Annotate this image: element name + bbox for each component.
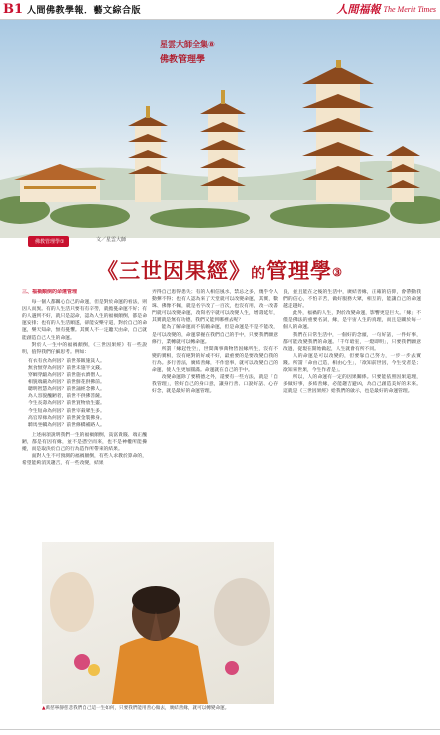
page-header	[0, 0, 440, 20]
verse-line: 為人容貌醜陋者，前世不供佛菩薩。	[28, 394, 105, 400]
paragraph: 面對人生不可預測的福禍顛倒，有些人求教於算命的，希望能夠消災趨吉，有一些改變，結果	[22, 454, 147, 467]
verse-line: 無食無穿為何因？前世未施半文錢。	[28, 365, 105, 371]
photo-caption	[42, 706, 274, 712]
title-particle: 的	[251, 266, 267, 282]
paragraph: 良，並且能在之後的生活中，廣結善緣，正確的信仰，會帶動我們的信心，不怕辛苦，做好服務大眾，相互的，能讓自己的命運越走越好。	[283, 290, 421, 310]
article-column-1	[22, 289, 147, 535]
series-subtitle: 佛教管理學	[160, 55, 206, 65]
section-subhead: 三、福禍顛倒的命運管理	[22, 289, 78, 295]
paragraph: 每一個人都關心自己的命運，但是對於命運的看法，則因人而異。有的人生活只要有有辛勞，就擔憂命運不好；有的人遇到不好，就只是認命，認為人生的福禍顛倒，都是命運安排；也有的人生活順遂，卻能安樂守道，對於自己的命運，樂天知命，無有憂懼。其實人不一定聽天由命，自己就能創造自己人生的命運。	[22, 300, 147, 341]
byline: 文／星雲大師	[96, 237, 127, 243]
verse-line: 今生長壽為何因？前世買物放生靈。	[28, 401, 105, 407]
paragraph: 所以，人的命運有一定的因果關係。只要能依照因果道理，多做好事，多結善緣，必能趨吉避凶，為自己創造美好的未來。這就是《三世因果經》給我們的啟示，也是最好的命運管理。	[283, 375, 421, 395]
logo-chinese: 人間福報	[336, 3, 381, 16]
caption-marker-icon: ▲	[42, 706, 46, 711]
paragraph: 對於人一生中的福禍顛倒，《三世因果經》有一些說明，值得我們仔細思考。例如：	[22, 342, 147, 355]
page-code: B1	[3, 2, 24, 17]
title-main: 三世因果經	[119, 258, 230, 283]
pagoda-illustration	[0, 60, 440, 238]
paragraph: 改變命運除了要積德之外，還要有一些方法，就是「自我管理」，管好自己的身口意，讓身行善、口說好話、心存好念，就是最好的命運管理。	[152, 375, 278, 395]
paragraph: 所謂「緣起性空」，世間萬事萬物皆因緣所生，沒有不變的實相，沒有絕對的好或不好，最重要的是要改變自我的行為。多行善法，廣結善緣，不作惡事，就可以改變自己的命運，使人生更加圓滿。命運就在自己的手中。	[152, 346, 278, 374]
article-title	[0, 255, 440, 285]
title-quote-close: 》	[229, 258, 252, 283]
verse-line: 騎馬坐轎為何因？前世修橋補路人。	[28, 422, 105, 428]
photo-caption-text: 萬慈寧靜慈悲我們自己這一生如何，只要我們能用善心做去，廣結善緣，就可以轉變命運。	[45, 706, 230, 711]
verse-line: 有衣有食為何因？前世茶飯施貧人。	[28, 358, 105, 364]
paragraph: 弄得自己患得患失；有的人相信風水，禁忌之多，幾乎令人動彈不得；也有人認為來了天堂就可以改變命運，其實，數珠、佛像不佩，就是名字改了一百次，也沒有用，改一改書門就可以改變命運，改寫名字就可以改變人生，增壽延年，其實就是無有功德，我們又能到哪裡去呢？	[152, 290, 278, 324]
paragraph: 我們在日常生活中，一個好的念頭，一句好話，一件好事，都可能改變我們的命運。「千年暗室，一燈即明」，只要我們願意改過，從現在開始做起，人生就會有所不同。	[283, 332, 421, 352]
logo-english: The Merit Times	[383, 4, 436, 14]
verse-line: 穿綢穿緞為何因？前世施衣濟僧人。	[28, 373, 105, 379]
title-quote-open: 《	[97, 258, 120, 283]
verse-line: 高官厚祿為何因？前世黃金裝佛身。	[28, 415, 105, 421]
series-title: 星雲大師全集⑧	[160, 40, 215, 49]
paragraph: 上述兩項說明我們一生的福禍顛倒，貧富貴賤、端正醜陋，都是有因有緣，並不是憑空而來，也不是神權所能操縱，而是取決於自己的行為造作所帶來的結果。	[22, 432, 147, 452]
verse-line: 相貌端嚴為何因？前世鮮花供佛前。	[28, 380, 105, 386]
title-tail: 管理學	[266, 258, 333, 283]
page-bottom-rule	[0, 729, 440, 730]
paragraph: 人的命運是可以改變的，但要靠自己努力，一步一步去實踐。所謂「命由己造，相由心生」，「欲知前世因，今生受者是；欲知來世果，今生作者是」。	[283, 353, 421, 374]
section-title: 人間佛教學報．藝文綜合版	[27, 6, 142, 16]
praying-boy-illustration	[42, 542, 274, 704]
article-column-3	[283, 289, 421, 729]
title-number: ③	[332, 266, 343, 279]
newspaper-logo	[324, 1, 436, 17]
verse-line: 聰明智慧為何因？前世誦經念佛人。	[28, 387, 105, 393]
verse-line: 今生短命為何因？前世宰殺眾生多。	[28, 408, 105, 414]
column-tag: 佛教管理學①	[28, 236, 69, 247]
verse-block	[22, 358, 147, 429]
paragraph: 能為了解命運而不依賴命運，但是命運是不是不能改，是可以改變的，命運掌握在我們自己的手中，只要我們願意修行，業轉就可以轉命運。	[152, 325, 278, 345]
article-column-2	[152, 289, 278, 535]
article-photo	[42, 542, 274, 704]
hero-photo	[0, 20, 440, 238]
paragraph: 此外，福禍的人生，對於改變命運，影響更是巨大。「緣」不僅是佛法的重要名詞，緣，是宇宙人生的真理，而且是關於每一個人的命運。	[283, 311, 421, 331]
